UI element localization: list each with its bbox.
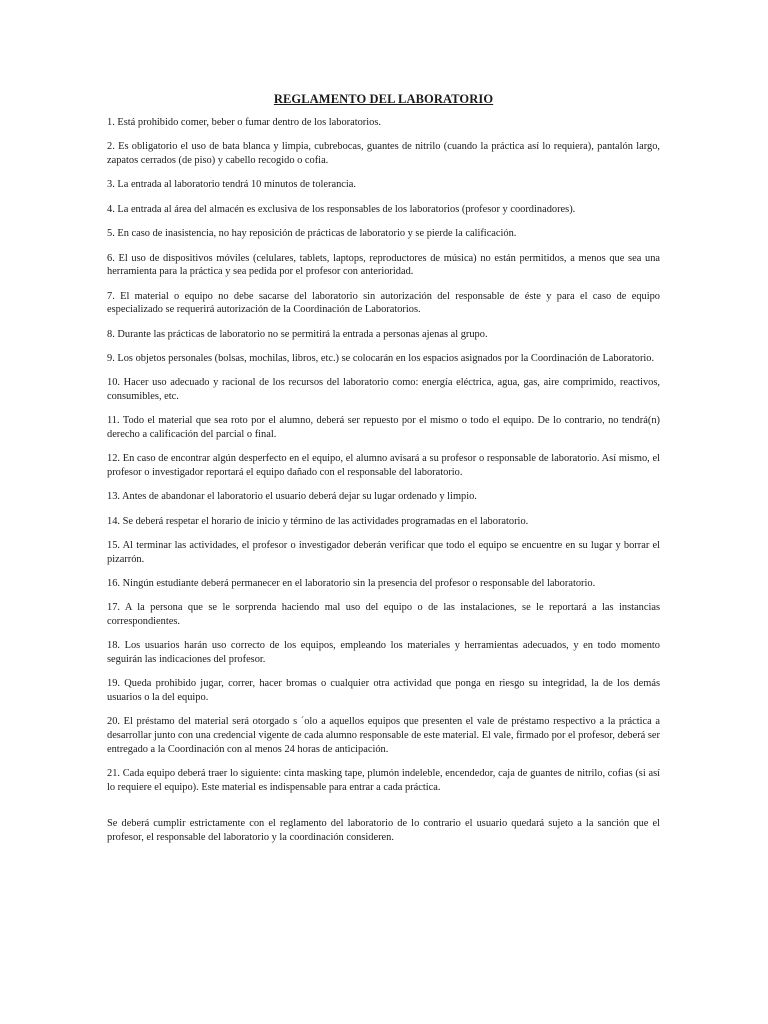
rule-2: 2. Es obligatorio el uso de bata blanca y limpia, cubrebocas, guantes de nitrilo (cuando la práctica así lo requiera), pantalón largo, zapatos cerrados (de piso) y cabello recogido o cofia. [107,141,660,166]
closing-paragraph: Se deberá cumplir estrictamente con el reglamento del laboratorio de lo contrario el usuario quedará sujeto a la sanción que el profesor, el responsable del laboratorio y la coordinación consideren. [107,818,660,843]
rule-12: 12. En caso de encontrar algún desperfecto en el equipo, el alumno avisará a su profesor o responsable de laboratorio. Así mismo, el profesor o investigador reportará el equipo dañado con el responsable del laboratorio. [107,453,660,478]
rule-8: 8. Durante las prácticas de laboratorio no se permitirá la entrada a personas ajenas al grupo. [107,328,488,340]
rule-17: 17. A la persona que se le sorprenda haciendo mal uso del equipo o de las instalaciones, se le reportará a las instancias correspondientes. [107,602,660,627]
rule-14: 14. Se deberá respetar el horario de inicio y término de las actividades programadas en el laboratorio. [107,515,529,527]
document-title: REGLAMENTO DEL LABORATORIO [273,92,494,106]
rule-9: 9. Los objetos personales (bolsas, mochilas, libros, etc.) se colocarán en los espacios asignados por la Coordinación de Laboratorio. [107,352,655,364]
rule-21: 21. Cada equipo deberá traer lo siguiente: cinta masking tape, plumón indeleble, encendedor, caja de guantes de nitrilo, cofias (si así lo requiere el equipo). Este material es indispensable para entrar a cada práctica. [107,767,660,793]
rule-13: 13. Antes de abandonar el laboratorio el usuario deberá dejar su lugar ordenado y limpio. [107,491,477,503]
rule-5: 5. En caso de inasistencia, no hay reposición de prácticas de laboratorio y se pierde la calificación. [107,228,517,240]
rule-10: 10. Hacer uso adecuado y racional de los recursos del laboratorio como: energía eléctrica, agua, gas, aire comprimido, reactivos, consumibles, etc. [107,377,660,402]
rule-3: 3. La entrada al laboratorio tendrá 10 minutos de tolerancia. [107,179,356,191]
rule-11: 11. Todo el material que sea roto por el alumno, deberá ser repuesto por el mismo o todo el equipo. De lo contrario, no tendrá(n) derecho a calificación del parcial o final. [107,415,660,440]
rule-18: 18. Los usuarios harán uso correcto de los equipos, empleando los materiales y herramientas adecuados, y en todo momento seguirán las indicaciones del profesor. [107,640,660,665]
rule-7: 7. El material o equipo no debe sacarse del laboratorio sin autorización del responsable de éste y para el caso de equipo especializado se requerirá autorización de la Coordinación de Laboratorios. [107,290,660,316]
rule-16: 16. Ningún estudiante deberá permanecer en el laboratorio sin la presencia del profesor o responsable del laboratorio. [107,578,596,590]
document-page [107,92,660,844]
rule-6: 6. El uso de dispositivos móviles (celulares, tablets, laptops, reproductores de música) no están permitidos, a menos que sea una herramienta para la práctica y sea pedida por el profesor con anterioridad. [107,252,660,278]
rule-19: 19. Queda prohibido jugar, correr, hacer bromas o cualquier otra actividad que ponga en riesgo su integridad, la de los demás usuarios o la del equipo. [107,678,660,703]
rule-15: 15. Al terminar las actividades, el profesor o investigador deberán verificar que todo el equipo se encuentre en su lugar y borrar el pizarrón. [107,540,660,565]
rule-20: 20. El préstamo del material será otorgado s ´olo a aquellos equipos que presenten el vale de préstamo respectivo a la práctica a desarrollar junto con una credencial vigente de cada alumno responsable de este material. El vale, firmado por el profesor, deberá ser entregado a la Coordinación con al menos 24 horas de anticipación. [107,716,660,755]
rule-1: 1. Está prohibido comer, beber o fumar dentro de los laboratorios. [107,117,381,128]
rule-4: 4. La entrada al área del almacén es exclusiva de los responsables de los laboratorios (profesor y coordinadores). [107,203,576,215]
